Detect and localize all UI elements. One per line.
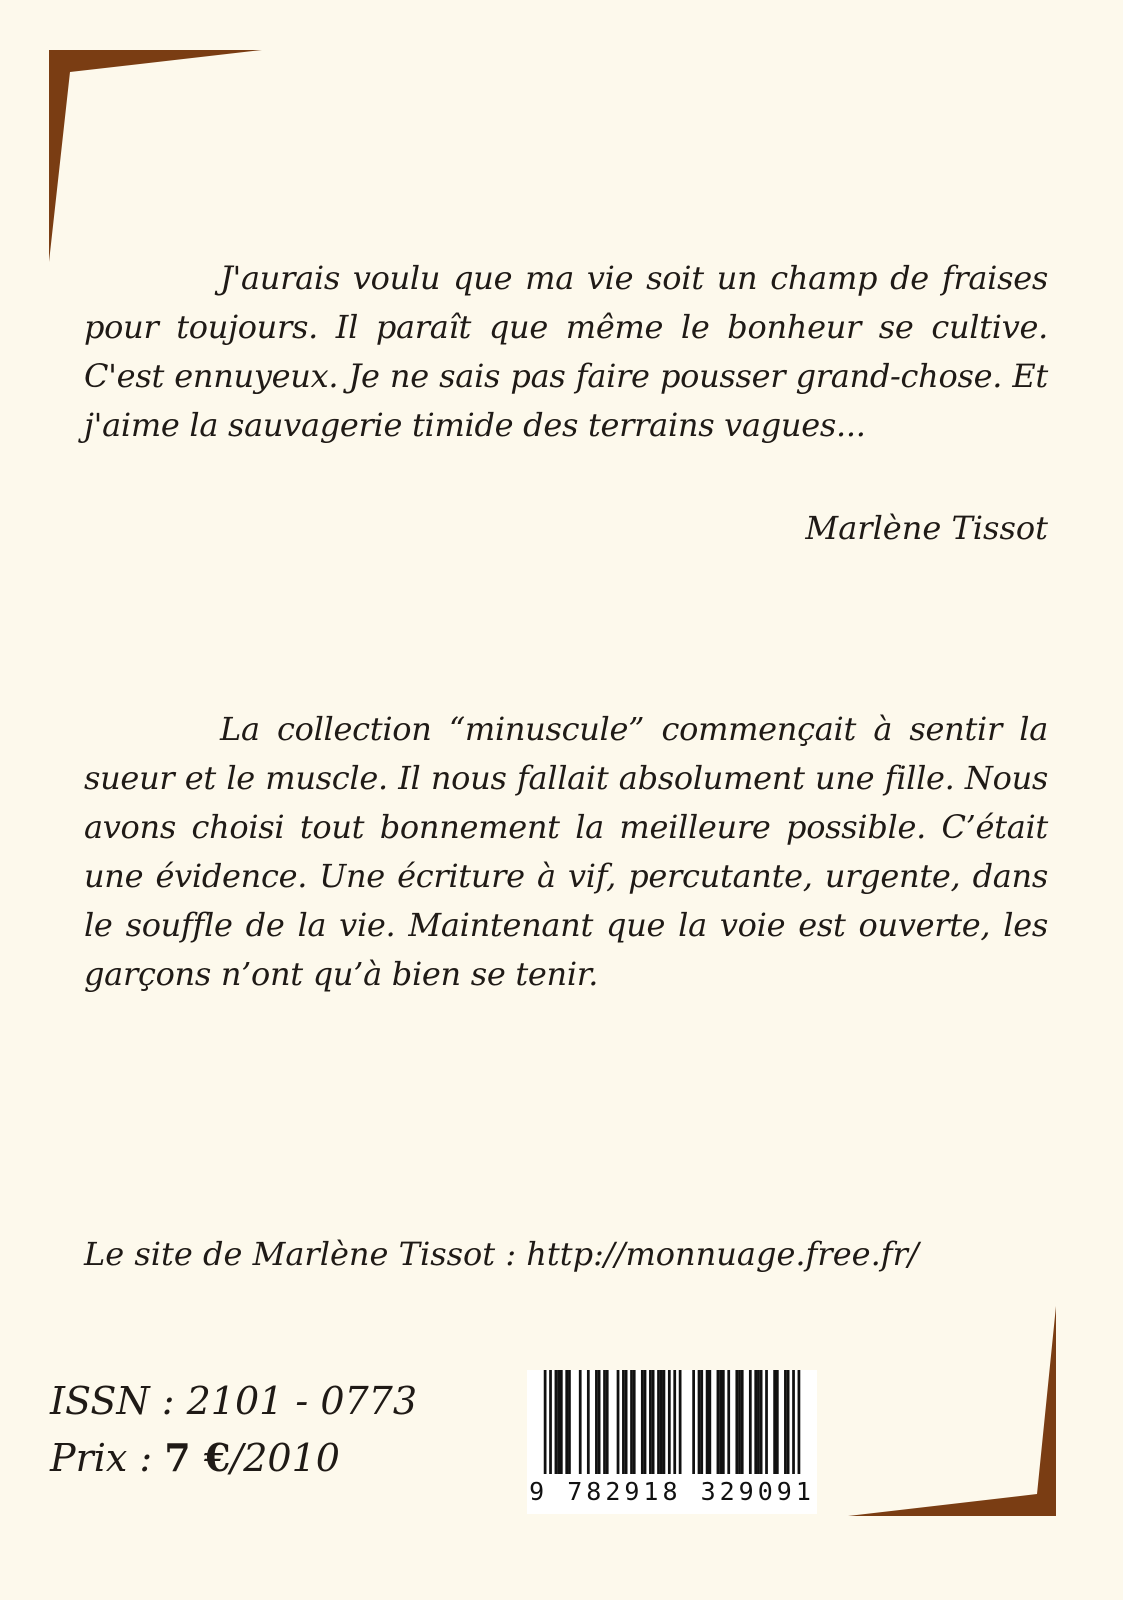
barcode-bar — [738, 1370, 741, 1474]
barcode-bar — [727, 1370, 730, 1474]
barcode-bar — [560, 1370, 563, 1474]
barcode-bar — [792, 1370, 795, 1474]
barcode-bar — [692, 1370, 695, 1474]
barcode-bar — [587, 1370, 590, 1474]
barcode-bar — [568, 1370, 571, 1474]
barcode-bar — [657, 1370, 660, 1474]
barcode-bar — [644, 1370, 647, 1474]
barcode-bar — [565, 1370, 568, 1474]
barcode-bar — [617, 1370, 620, 1474]
price-label: Prix : — [50, 1436, 165, 1480]
top-left-corner-ornament — [0, 0, 270, 270]
barcode-bar — [595, 1370, 598, 1474]
barcode-bar — [625, 1370, 628, 1474]
barcode-bar — [735, 1370, 738, 1474]
barcode-bar — [708, 1370, 711, 1474]
barcode-bar — [673, 1370, 676, 1474]
barcode-bar — [579, 1370, 582, 1474]
barcode-bar — [633, 1370, 636, 1474]
barcode-bar — [773, 1370, 776, 1474]
barcode-bar — [641, 1370, 644, 1474]
barcode-bar — [668, 1370, 671, 1474]
barcode-bar — [798, 1370, 801, 1474]
barcode-bar — [717, 1370, 720, 1474]
price-amount: 7 € — [164, 1435, 231, 1480]
barcode-bar — [660, 1370, 663, 1474]
barcode-bar — [622, 1370, 625, 1474]
barcode-bar — [787, 1370, 790, 1474]
barcode-bar — [784, 1370, 787, 1474]
barcode-bar — [606, 1370, 609, 1474]
barcode-bar — [598, 1370, 601, 1474]
barcode — [527, 1370, 817, 1514]
barcode-bar — [757, 1370, 760, 1474]
barcode-bar — [652, 1370, 655, 1474]
barcode-bar — [603, 1370, 606, 1474]
barcode-bar — [700, 1370, 703, 1474]
barcode-bar — [549, 1370, 552, 1474]
barcode-bar — [765, 1370, 768, 1474]
barcode-bar — [722, 1370, 725, 1474]
price-line — [50, 1433, 340, 1483]
barcode-bar — [630, 1370, 633, 1474]
price-year: /2010 — [230, 1436, 340, 1480]
barcode-bar — [649, 1370, 652, 1474]
barcode-bar — [749, 1370, 752, 1474]
barcode-bar — [663, 1370, 666, 1474]
barcode-bar — [698, 1370, 701, 1474]
barcode-bar — [544, 1370, 547, 1474]
author-website-line: Le site de Marlène Tissot : http://monnuage.free.fr/ — [84, 1235, 919, 1273]
barcode-bar — [679, 1370, 682, 1474]
barcode-bar — [776, 1370, 779, 1474]
barcode-number: 9 782918 329091 — [529, 1477, 815, 1506]
collection-description-paragraph: La collection “minuscule” commençait à sentir la sueur et le muscle. Il nous fallait absolument une fille. Nous avons choisi tout bonnement la meilleure possible. C’était une évidence. Une écriture à vif, percutante, urgente, dans le souffle de la vie. Maintenant que la voie est ouverte, les garçons n’ont qu’à bien se tenir. — [84, 710, 1048, 993]
barcode-bar — [719, 1370, 722, 1474]
barcode-bar — [557, 1370, 560, 1474]
barcode-bar — [741, 1370, 744, 1474]
quote-paragraph: J'aurais voulu que ma vie soit un champ de fraises pour toujours. Il paraît que même le bonheur se cultive. C'est ennuyeux. Je ne sais pas faire pousser grand-chose. Et j'aime la sauvagerie timide des terrains vagues... — [84, 259, 1048, 444]
barcode-bar — [760, 1370, 763, 1474]
issn-line: ISSN : 2101 - 0773 — [50, 1379, 418, 1423]
barcode-bars — [527, 1370, 817, 1480]
barcode-bar — [706, 1370, 709, 1474]
barcode-bar — [754, 1370, 757, 1474]
quote-author: Marlène Tissot — [805, 509, 1048, 547]
barcode-bar — [555, 1370, 558, 1474]
